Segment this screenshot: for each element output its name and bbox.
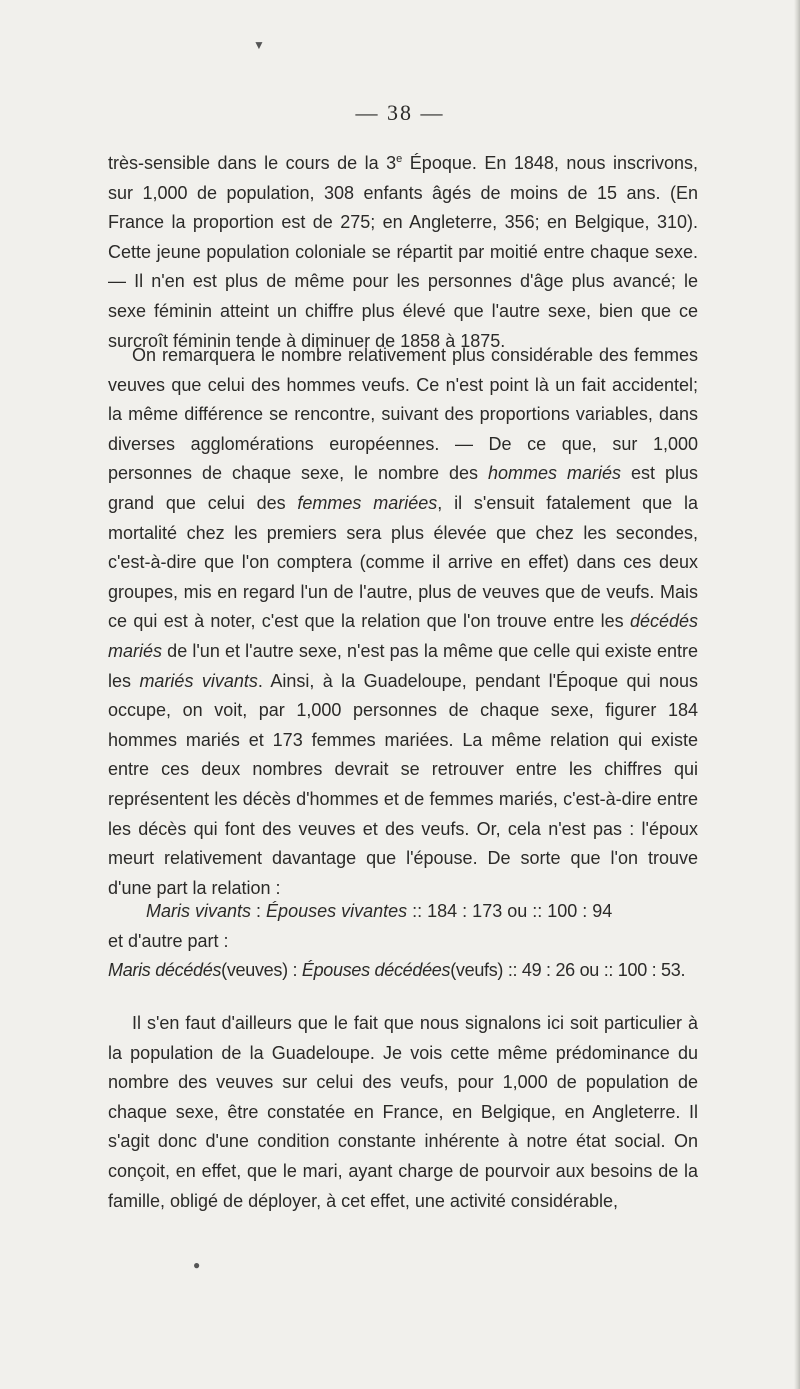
formula-text: : bbox=[251, 901, 267, 921]
paragraph-text: On remarquera le nombre relativement plus considérable des femmes veuves que celui des hommes veufs. Ce n'est point là un fait accidentel; la même différence se rencontre, suivant des proportions variables, dans diverses agglomérations européennes. — De ce que, sur 1,000 personnes de chaque sexe, le nombre des bbox=[108, 345, 698, 484]
paragraph-3-text: Il s'en faut d'ailleurs que le fait que nous signalons ici soit particulier à la population de la Guadeloupe. Je vois cette même prédominance du nombre des veuves sur celui des veufs, pour 1,000 de population de chaque sexe, être constatée en France, en Belgique, en Angleterre. Il s'agit donc d'une condition constante inhérente à notre état social. On conçoit, en effet, que le mari, ayant charge de pourvoir aux besoins de la famille, obligé de déployer, à cet effet, une activité considérable, bbox=[108, 1013, 698, 1211]
paragraph-text: de l'un et l'autre sexe, n'est pas la même que celle qui existe entre les bbox=[108, 640, 698, 691]
italic-term: mariés vivants bbox=[139, 670, 258, 691]
paragraph-3 bbox=[108, 1009, 698, 1216]
paragraph-1 bbox=[108, 145, 698, 356]
superscript: e bbox=[396, 153, 403, 165]
ink-mark: ● bbox=[193, 1258, 201, 1272]
italic-term: femmes mariées bbox=[297, 492, 438, 513]
formula-text: (veuves) : bbox=[221, 960, 302, 981]
page-header: — 38 — bbox=[355, 100, 445, 125]
paragraph-2 bbox=[108, 341, 698, 903]
formula-text: (veufs) :: 49 : 26 ou :: 100 : 53. bbox=[450, 960, 686, 981]
paragraph-text: Époque. En 1848, nous inscrivons, sur 1,000 de population, 308 enfants âgés de moins de 15 ans. (En France la proportion est de 275; en Angleterre, 356; en Belgique, 310). Cette jeune population coloniale se répartit par moitié entre chaque sexe. — Il n'en est plus de même pour les personnes d'âge plus avancé; le sexe féminin atteint un chiffre plus élevé que l'autre sexe, bien que ce surcroît féminin tende à diminuer de 1858 à 1875. bbox=[108, 153, 698, 351]
ink-mark: ▼ bbox=[253, 38, 265, 52]
formula-deceased bbox=[108, 956, 698, 986]
formula-connector: et d'autre part : bbox=[108, 930, 229, 951]
formula-block bbox=[108, 897, 698, 986]
italic-term: Maris décédés bbox=[108, 960, 222, 981]
italic-term: Épouses décédées bbox=[301, 960, 451, 981]
paragraph-2-text bbox=[108, 341, 698, 903]
italic-term: Épouses vivantes bbox=[266, 901, 408, 921]
paragraph-1-text bbox=[108, 145, 698, 356]
formula-living bbox=[108, 897, 698, 927]
paragraph-text: très-sensible dans le cours de la 3 bbox=[108, 153, 397, 173]
italic-term: Maris vivants bbox=[146, 901, 252, 921]
page-edge bbox=[794, 0, 800, 1389]
italic-term: décédés mariés bbox=[108, 611, 698, 661]
paragraph-text: . Ainsi, à la Guadeloupe, pendant l'Époque qui nous occupe, on voit, par 1,000 personnes de chaque sexe, figurer 184 hommes mariés et 173 femmes mariées. La même relation qui existe entre ces deux nombres devrait se retrouver entre les chiffres qui représentent les décès d'hommes et de femmes mariés, c'est-à-dire entre les décès qui font des veuves et des veufs. Or, cela n'est pas : l'époux meurt relativement davantage que l'épouse. De sorte que l'on trouve d'une part la relation : bbox=[108, 670, 698, 898]
italic-term: hommes mariés bbox=[488, 463, 622, 484]
paragraph-text: est plus grand que celui des bbox=[108, 463, 698, 513]
paragraph-text: , il s'ensuit fatalement que la mortalité chez les premiers sera plus élevée que chez les secondes, c'est-à-dire que l'on comptera (comme il arrive en effet) dans ces deux groupes, mis en regard l'un de l'autre, plus de veuves que de veufs. Mais ce qui est à noter, c'est que la relation que l'on trouve entre les bbox=[108, 492, 698, 632]
formula-text: :: 184 : 173 ou :: 100 : 94 bbox=[407, 901, 613, 921]
